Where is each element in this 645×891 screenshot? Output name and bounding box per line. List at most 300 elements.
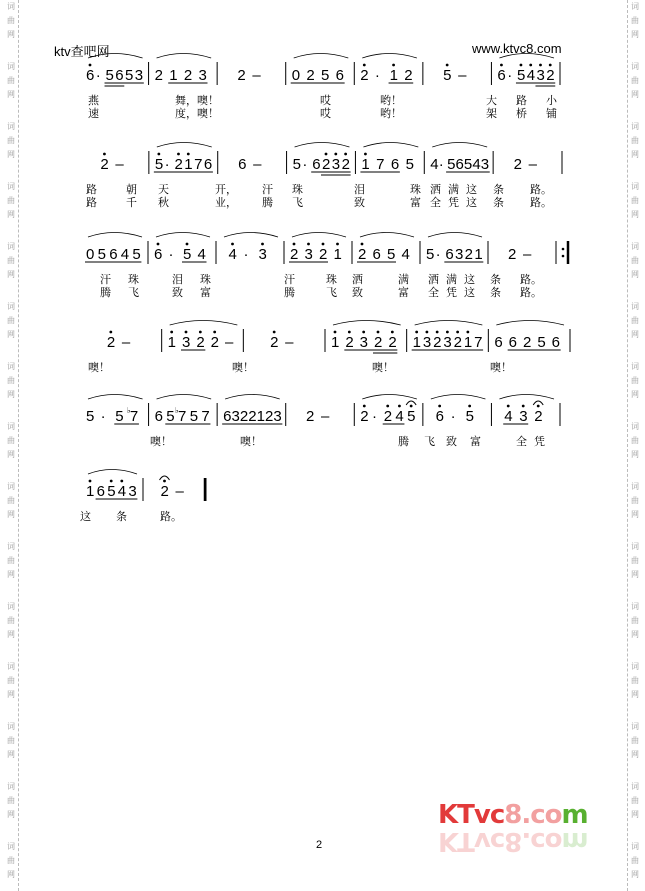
score-note: 5 <box>447 156 456 173</box>
octave-dot <box>537 405 540 408</box>
lyric-line-1: 这 <box>80 510 91 523</box>
margin-watermark-char: 网 <box>7 870 15 879</box>
slur <box>432 143 487 148</box>
score-note: 3 <box>455 246 464 263</box>
score-note: · <box>243 246 249 263</box>
octave-dot <box>110 480 113 483</box>
octave-dot <box>293 243 296 246</box>
score-note: 1 <box>463 334 473 351</box>
octave-dot <box>334 153 337 156</box>
score-note: 2 <box>183 67 193 84</box>
slur <box>499 395 554 400</box>
score-note: 1 <box>361 156 370 173</box>
lyric-line-1: 这 <box>466 183 477 196</box>
octave-dot <box>522 405 525 408</box>
score-note: · <box>374 67 380 84</box>
lyric-line-2: 路。 <box>530 196 552 209</box>
score-note: 5 <box>537 334 546 351</box>
margin-watermark-char: 网 <box>631 450 639 459</box>
margin-watermark-char: 曲 <box>7 136 15 145</box>
margin-watermark-char: 词 <box>631 122 639 131</box>
score-note: 3 <box>519 408 528 425</box>
octave-dot <box>391 331 394 334</box>
score-note: 2 <box>513 156 522 173</box>
score-note: – <box>121 334 131 351</box>
score-note: 5 <box>183 246 192 263</box>
score-note: 5 <box>125 67 134 84</box>
score-note: 1 <box>256 408 265 425</box>
lyric-line-1: 汗 <box>100 273 111 286</box>
score-note: 5 <box>426 246 435 263</box>
octave-dot <box>157 153 160 156</box>
score-note: 2 <box>523 334 532 351</box>
lyric-line-1: 满 <box>398 273 409 286</box>
lyric-line-2: 条 <box>490 286 501 299</box>
score-note: 6 <box>335 67 344 84</box>
margin-watermark-char: 网 <box>7 210 15 219</box>
margin-watermark-char: 网 <box>631 630 639 639</box>
octave-dot <box>438 405 441 408</box>
margin-watermark-char: 词 <box>7 662 15 671</box>
score-note: 6 <box>445 246 454 263</box>
repeat-dot <box>562 255 565 258</box>
margin-watermark-char: 曲 <box>7 196 15 205</box>
lyric-line-2: 路 <box>86 196 97 209</box>
site-logo: KTvc8.com <box>438 800 588 830</box>
score-note: 0 <box>291 67 301 84</box>
lyric-line-1: 路 <box>516 94 527 107</box>
margin-watermark-char: 词 <box>631 62 639 71</box>
margin-watermark-char: 曲 <box>7 256 15 265</box>
slur <box>363 143 418 148</box>
lyric-line-1: 洒 <box>430 183 441 196</box>
lyric-line-1: 噢！ <box>232 361 254 374</box>
margin-watermark-char: 词 <box>7 362 15 371</box>
score-note: 5 <box>166 408 175 425</box>
lyric-line-1: 珠 <box>200 273 211 286</box>
octave-dot <box>529 64 532 67</box>
margin-watermark-char: 词 <box>631 242 639 251</box>
margin-watermark-char: 曲 <box>631 736 639 745</box>
score-note: – <box>528 156 537 173</box>
octave-dot <box>520 64 523 67</box>
lyric-line-2: 桥 <box>516 107 527 120</box>
score-note: 2 <box>322 156 331 173</box>
slur <box>157 395 212 400</box>
score-note: 4 <box>401 246 410 263</box>
margin-watermark-char: 曲 <box>631 196 639 205</box>
margin-watermark-char: 词 <box>631 662 639 671</box>
octave-dot <box>261 243 264 246</box>
score-note: 3 <box>198 67 207 84</box>
lyric-line-1: 条 <box>116 510 127 523</box>
score-note: 6 <box>96 483 105 500</box>
lyric-line-2: 这 <box>466 196 477 209</box>
score-note: 5 <box>292 156 301 173</box>
score-note: · <box>100 408 106 425</box>
score-note: 2 <box>100 156 109 173</box>
site-url[interactable]: www.ktvc8.com <box>472 41 562 56</box>
score-note: 2 <box>464 246 474 263</box>
margin-watermark-char: 网 <box>631 810 639 819</box>
lyric-line-2: 哎 <box>320 107 331 120</box>
score-note: 2 <box>341 156 350 173</box>
score-note: 2 <box>210 334 220 351</box>
score-note: · <box>302 156 308 173</box>
score-note: – <box>253 156 262 173</box>
margin-watermark-char: 网 <box>7 750 15 759</box>
score-note: 1 <box>389 67 398 84</box>
slur <box>294 54 349 59</box>
margin-watermark-char: 词 <box>631 842 639 851</box>
lyric-line-2: 富 <box>398 286 409 299</box>
score-note: 5 <box>189 408 199 425</box>
score-note: 2 <box>388 334 397 351</box>
octave-dot <box>446 331 449 334</box>
score-note: 2 <box>360 408 369 425</box>
margin-watermark-char: 曲 <box>7 736 15 745</box>
lyric-line-2: 腾 <box>284 286 295 299</box>
lyric-line-1: 噢！ <box>372 361 394 374</box>
octave-dot <box>456 331 459 334</box>
slur <box>88 54 143 59</box>
margin-watermark-char: 曲 <box>631 316 639 325</box>
margin-watermark-char: 曲 <box>7 436 15 445</box>
octave-dot <box>163 480 166 483</box>
margin-watermark-char: 网 <box>7 630 15 639</box>
margin-watermark-char: 曲 <box>7 796 15 805</box>
slur <box>88 233 142 238</box>
score-note: 5 <box>86 408 95 425</box>
octave-dot <box>336 243 339 246</box>
margin-watermark-char: 网 <box>7 450 15 459</box>
score-note: 4 <box>197 246 206 263</box>
margin-watermark-char: 词 <box>7 542 15 551</box>
slur <box>499 54 554 59</box>
lyric-line-1: 致 <box>446 435 457 448</box>
octave-dot <box>436 331 439 334</box>
score-note: 1 <box>169 67 178 84</box>
score-note: 3 <box>231 408 240 425</box>
margin-watermark-char: 词 <box>631 602 639 611</box>
margin-watermark-char: 网 <box>7 390 15 399</box>
margin-watermark-char: 曲 <box>7 316 15 325</box>
slur <box>415 321 483 326</box>
margin-watermark-char: 词 <box>7 122 15 131</box>
margin-watermark-char: 词 <box>631 542 639 551</box>
margin-watermark-char: 网 <box>631 150 639 159</box>
margin-watermark-char: 网 <box>7 810 15 819</box>
margin-watermark-char: 网 <box>631 390 639 399</box>
margin-watermark-char: 网 <box>631 90 639 99</box>
margin-watermark-char: 词 <box>631 722 639 731</box>
score-note: 2 <box>534 408 543 425</box>
score-note: 1 <box>167 334 177 351</box>
score-note: 3 <box>480 156 490 173</box>
lyric-line-2: 条 <box>493 196 504 209</box>
score-note: 2 <box>154 67 163 84</box>
margin-watermark-char: 词 <box>631 362 639 371</box>
octave-dot <box>334 331 337 334</box>
margin-watermark-char: 曲 <box>631 376 639 385</box>
slur <box>157 54 212 59</box>
score-note: 2 <box>374 334 383 351</box>
margin-watermark-char: 词 <box>7 302 15 311</box>
score-note: 4 <box>472 156 481 173</box>
slur <box>333 321 401 326</box>
lyric-line-2: 致 <box>354 196 365 209</box>
margin-watermark-char: 网 <box>631 750 639 759</box>
octave-dot <box>109 331 112 334</box>
slur <box>360 233 414 238</box>
lyric-line-2: 凭 <box>446 286 457 299</box>
score-note: 3 <box>304 246 313 263</box>
lyric-line-1: 路 <box>86 183 97 196</box>
lyric-line-1: 洒 <box>428 273 439 286</box>
score-note: 7 <box>201 408 210 425</box>
octave-dot <box>170 331 173 334</box>
score-note: 2 <box>270 334 279 351</box>
margin-watermark-char: 网 <box>631 570 639 579</box>
margin-watermark-char: 网 <box>7 30 15 39</box>
score-note: 6 <box>312 156 321 173</box>
lyric-line-2: 腾 <box>262 196 273 209</box>
score-note: – <box>523 246 532 263</box>
score-note: 5 <box>405 156 414 173</box>
lyric-line-1: 泪 <box>172 273 183 286</box>
margin-watermark-char: 网 <box>631 30 639 39</box>
lyric-line-1: 舞，噢！ <box>175 94 219 107</box>
octave-dot <box>446 64 449 67</box>
margin-watermark-char: 曲 <box>631 16 639 25</box>
margin-watermark-char: 词 <box>7 842 15 851</box>
margin-watermark-char: 词 <box>7 722 15 731</box>
octave-dot <box>187 153 190 156</box>
score-note: 2 <box>433 334 442 351</box>
score-note: – <box>458 67 467 84</box>
score-note: 3 <box>134 67 144 84</box>
score-note: 2 <box>383 408 393 425</box>
margin-watermark-char: 曲 <box>7 376 15 385</box>
lyric-line-2: 秋 <box>158 196 169 209</box>
lyric-line-2: 全 <box>430 196 441 209</box>
score-note: 6 <box>435 408 444 425</box>
score-note: 2 <box>319 246 328 263</box>
lyric-line-1: 哎 <box>320 94 331 107</box>
slur <box>362 54 417 59</box>
score-note: 7 <box>376 156 385 173</box>
lyric-line-1: 凭 <box>534 435 545 448</box>
lyric-line-1: 珠 <box>326 273 337 286</box>
lyric-line-2: 富 <box>200 286 211 299</box>
score-note: 2 <box>360 67 369 84</box>
score-note: 4 <box>430 156 439 173</box>
score-note: 1 <box>474 246 483 263</box>
flat-accidental: ♭ <box>175 406 179 415</box>
score-note: 4 <box>120 246 130 263</box>
score-note: 2 <box>160 483 169 500</box>
margin-watermark-char: 网 <box>7 330 15 339</box>
slur <box>431 395 486 400</box>
octave-dot <box>231 243 234 246</box>
score-note: 2 <box>196 334 205 351</box>
lyric-line-1: 洒 <box>352 273 363 286</box>
octave-dot <box>392 64 395 67</box>
slur <box>225 395 280 400</box>
lyric-line-1: 这 <box>464 273 475 286</box>
score-note: 6 <box>86 67 95 84</box>
margin-watermark-char: 网 <box>7 150 15 159</box>
octave-dot <box>364 153 367 156</box>
score-note: 4 <box>395 408 404 425</box>
margin-watermark-char: 网 <box>7 510 15 519</box>
score-note: 5 <box>387 246 396 263</box>
score-note: – <box>252 67 261 84</box>
lyric-line-1: 噢！ <box>88 361 110 374</box>
score-note: 6 <box>223 408 232 425</box>
score-note: · <box>95 67 101 84</box>
score-note: 1 <box>333 246 342 263</box>
lyric-line-2: 全 <box>428 286 439 299</box>
score-note: · <box>438 156 444 173</box>
margin-watermark-char: 曲 <box>631 496 639 505</box>
lyric-line-1: 大 <box>486 94 497 107</box>
score-note: 3 <box>258 246 267 263</box>
margin-watermark-char: 词 <box>631 482 639 491</box>
margin-watermark-char: 词 <box>7 62 15 71</box>
score-note: 5 <box>407 408 416 425</box>
octave-dot <box>363 405 366 408</box>
octave-dot <box>377 331 380 334</box>
lyric-line-1: 腾 <box>398 435 409 448</box>
margin-watermark-char: 曲 <box>631 136 639 145</box>
octave-dot <box>185 331 188 334</box>
score-note: 6 <box>455 156 464 173</box>
slur <box>362 395 417 400</box>
lyric-line-1: 富 <box>470 435 481 448</box>
octave-dot <box>186 243 189 246</box>
score-note: 7 <box>129 408 139 425</box>
lyric-line-2: 架 <box>486 107 497 120</box>
octave-dot <box>307 243 310 246</box>
lyric-line-2: 致 <box>172 286 183 299</box>
margin-watermark-char: 曲 <box>7 676 15 685</box>
score-note: 4 <box>117 483 127 500</box>
score-note: 1 <box>184 156 193 173</box>
margin-watermark-char: 曲 <box>7 856 15 865</box>
octave-dot <box>468 405 471 408</box>
lyric-line-1: 珠 <box>292 183 303 196</box>
lyric-line-2: 速 <box>88 107 99 120</box>
octave-dot <box>325 153 328 156</box>
octave-dot <box>103 153 106 156</box>
score-note: 3 <box>422 334 432 351</box>
score-note: 6 <box>390 156 400 173</box>
score-note: 1 <box>331 334 340 351</box>
margin-watermark-char: 网 <box>7 90 15 99</box>
octave-dot <box>415 331 418 334</box>
site-logo-reflection: KTvc8.com <box>438 826 588 856</box>
margin-watermark-char: 曲 <box>631 856 639 865</box>
score-note: 5 <box>516 67 526 84</box>
score-note: – <box>225 334 234 351</box>
lyric-line-2: 飞 <box>128 286 139 299</box>
lyric-line-2: 业， <box>215 196 237 209</box>
margin-watermark-char: 曲 <box>631 796 639 805</box>
slur <box>156 233 210 238</box>
lyric-line-2: 路。 <box>520 286 542 299</box>
lyric-line-1: 开， <box>215 183 237 196</box>
octave-dot <box>363 64 366 67</box>
score-note: 2 <box>345 334 354 351</box>
margin-watermark-char: 曲 <box>631 436 639 445</box>
score-note: 6 <box>154 246 163 263</box>
lyric-line-1: 珠 <box>128 273 139 286</box>
score-note: 2 <box>306 408 315 425</box>
margin-watermark-char: 曲 <box>7 616 15 625</box>
score-note: – <box>115 156 124 173</box>
score-note: 2 <box>404 67 413 84</box>
margin-watermark-char: 网 <box>631 870 639 879</box>
lyric-line-2: 铺 <box>546 107 557 120</box>
lyric-line-2: 富 <box>410 196 421 209</box>
score-note: · <box>372 408 377 425</box>
slur <box>496 321 564 326</box>
lyric-line-1: 条 <box>493 183 504 196</box>
score-note: 5 <box>132 246 141 263</box>
margin-watermark-char: 词 <box>631 782 639 791</box>
slur <box>292 233 346 238</box>
score-note: 2 <box>546 67 555 84</box>
margin-watermark-char: 词 <box>631 2 639 11</box>
score-note: · <box>507 67 513 84</box>
score-note: 2 <box>264 408 274 425</box>
octave-dot <box>348 331 351 334</box>
margin-watermark-char: 词 <box>631 182 639 191</box>
score-note: 3 <box>443 334 452 351</box>
fermata <box>406 401 416 405</box>
octave-dot <box>507 405 510 408</box>
lyric-line-2: 凭 <box>448 196 459 209</box>
octave-dot <box>398 405 401 408</box>
score-note: 2 <box>239 408 249 425</box>
margin-watermark-char: 网 <box>7 270 15 279</box>
lyric-line-2: 飞 <box>326 286 337 299</box>
margin-watermark-char: 曲 <box>7 556 15 565</box>
lyric-line-2: 这 <box>464 286 475 299</box>
slur <box>428 233 482 238</box>
score-note: 3 <box>273 408 282 425</box>
margin-watermark-char: 网 <box>7 570 15 579</box>
score-note: 6 <box>494 334 503 351</box>
score-note: 1 <box>412 334 422 351</box>
margin-watermark-char: 词 <box>7 602 15 611</box>
score-note: 7 <box>178 408 187 425</box>
margin-watermark-char: 网 <box>631 330 639 339</box>
margin-watermark-char: 词 <box>631 302 639 311</box>
octave-dot <box>213 331 216 334</box>
lyric-line-1: 燕 <box>88 94 99 107</box>
octave-dot <box>549 64 552 67</box>
slur <box>224 233 278 238</box>
lyric-line-2: 千 <box>126 196 137 209</box>
score-note: 7 <box>194 156 203 173</box>
score-note: 3 <box>128 483 137 500</box>
score-note: 2 <box>290 246 299 263</box>
score-note: 5 <box>107 483 116 500</box>
score-note: 4 <box>504 408 513 425</box>
margin-watermark-char: 网 <box>631 270 639 279</box>
